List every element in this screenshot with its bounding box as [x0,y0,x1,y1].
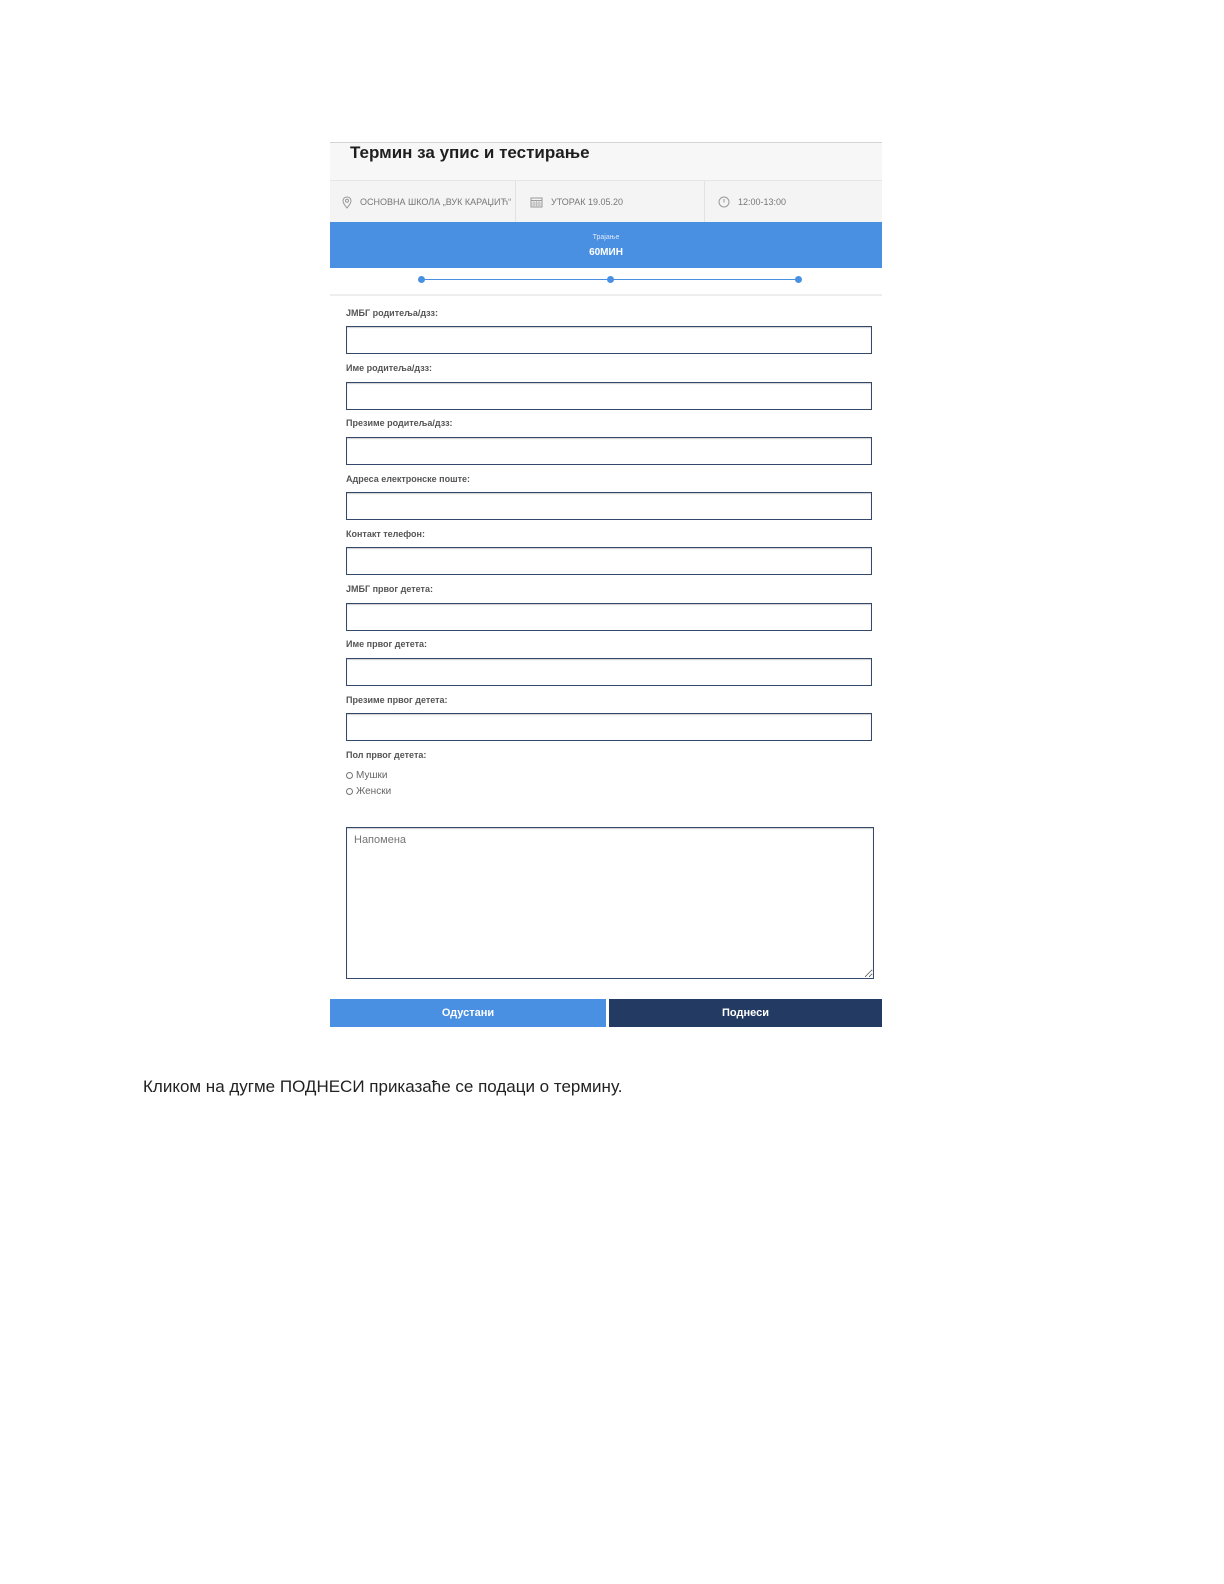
map-pin-icon [342,196,352,209]
child-first-name-input[interactable] [346,658,872,686]
step-progress [330,268,882,296]
form-title: Термин за упис и тестирање [350,143,590,162]
note-textarea[interactable] [346,827,874,979]
location-info [342,181,512,223]
location-text: ОСНОВНА ШКОЛА „ВУК КАРАЏИЋ“ [360,197,512,207]
parent-first-name-input[interactable] [346,382,872,410]
child-last-name-input[interactable] [346,713,872,741]
parent-last-name-input[interactable] [346,437,872,465]
date-text: УТОРАК 19.05.20 [551,197,623,207]
parent-jmbg-label: ЈМБГ родитеља/дзз: [346,308,438,318]
child-jmbg-input[interactable] [346,603,872,631]
info-divider [515,181,516,223]
progress-step-3 [795,276,802,283]
duration-bar [330,222,882,268]
gender-male-label: Мушки [356,770,388,781]
duration-label: Трајање [592,234,620,241]
date-info [530,181,690,223]
phone-input[interactable] [346,547,872,575]
instruction-caption: Кликом на дугме ПОДНЕСИ приказаће се подаци о термину. [143,1077,623,1096]
info-divider [704,181,705,223]
parent-jmbg-input[interactable] [346,326,872,354]
parent-first-name-label: Име родитеља/дзз: [346,363,433,373]
child-jmbg-label: ЈМБГ првог детета: [346,584,433,594]
email-label: Адреса електронске поште: [346,474,471,484]
child-gender-label: Пол првог детета: [346,750,427,760]
gender-male-radio[interactable] [346,772,353,779]
appointment-form [330,142,882,1027]
form-header [330,142,882,181]
phone-label: Контакт телефон: [346,529,425,539]
gender-option-male[interactable] [346,770,387,781]
email-input[interactable] [346,492,872,520]
calendar-icon [530,196,543,208]
child-last-name-label: Презиме првог детета: [346,695,448,705]
appointment-info-row [330,180,882,224]
progress-step-1 [418,276,425,283]
submit-button[interactable]: Поднеси [609,999,882,1027]
parent-last-name-label: Презиме родитеља/дзз: [346,418,453,428]
time-text: 12:00-13:00 [738,197,787,207]
clock-icon [718,196,730,208]
time-info [718,181,868,223]
progress-step-2 [607,276,614,283]
child-first-name-label: Име првог детета: [346,639,428,649]
gender-female-label: Женски [356,786,392,797]
cancel-button[interactable]: Одустани [330,999,606,1027]
duration-value: 60МИН [589,247,623,258]
gender-female-radio[interactable] [346,788,353,795]
gender-option-female[interactable] [346,786,391,797]
